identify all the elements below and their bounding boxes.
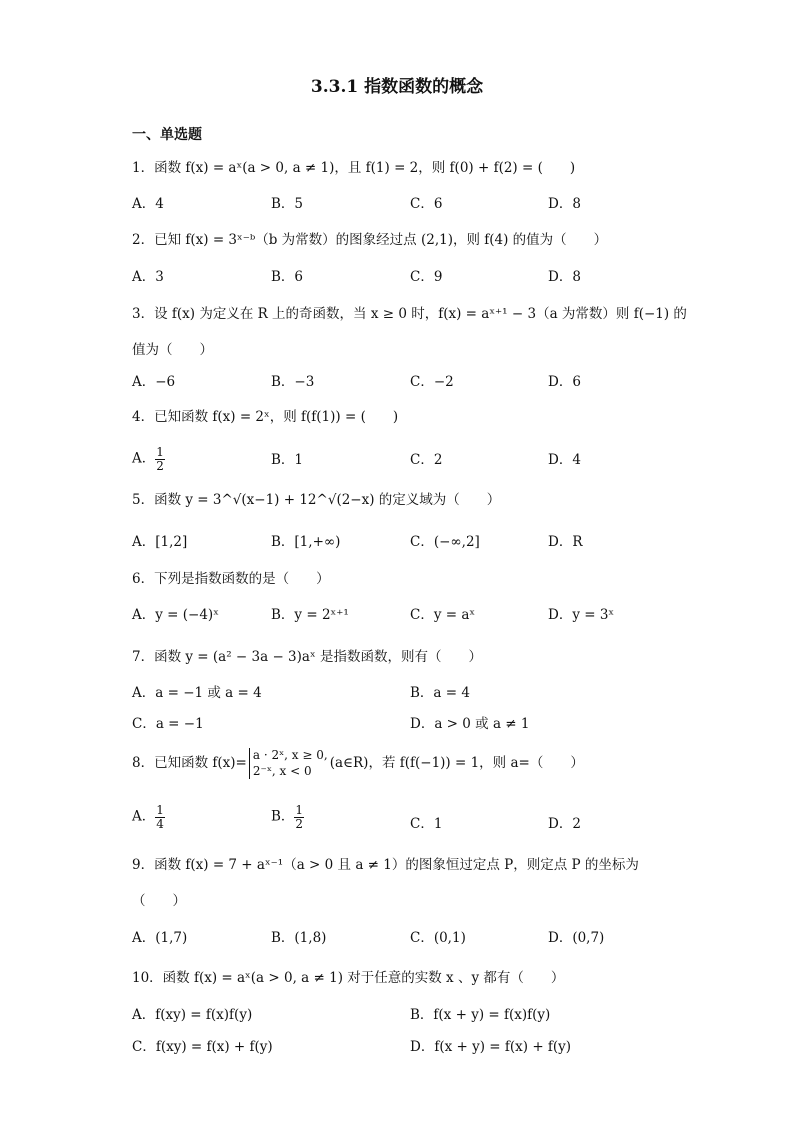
q7-option-b[interactable]: B．a = 4: [410, 685, 470, 701]
question-8-stem: 8．已知函数 f(x)= a · 2ˣ, x ≥ 0, 2⁻ˣ, x < 0 (a∈R)，若 f(f(−1)) = 1，则 a=（ ）: [132, 748, 584, 778]
question-9-stem: 9．函数 f(x) = 7 + aˣ⁻¹（a > 0 且 a ≠ 1）的图象恒过定点 P，则定点 P 的坐标为: [132, 857, 639, 873]
question-10-stem: 10．函数 f(x) = aˣ(a > 0, a ≠ 1) 对于任意的实数 x 、y 都有（ ）: [132, 970, 565, 986]
piecewise-brace: a · 2ˣ, x ≥ 0, 2⁻ˣ, x < 0: [249, 748, 328, 779]
q4-option-a-fraction: $\frac{1}{2}$: [156, 445, 164, 473]
q9-option-b[interactable]: B．(1,8): [271, 930, 327, 946]
q7-option-a[interactable]: A．a = −1 或 a = 4: [132, 685, 262, 701]
q1-option-d[interactable]: D．8: [548, 196, 581, 212]
page-title: 3.3.1 指数函数的概念: [310, 77, 484, 97]
section-heading: 一、单选题: [132, 127, 202, 143]
q1-option-c[interactable]: C．6: [410, 196, 443, 212]
question-8-options: [132, 800, 692, 836]
q8-option-b[interactable]: B． $\frac{1}{2}$: [271, 803, 304, 831]
q3-option-b[interactable]: B．−3: [271, 374, 315, 390]
q6-option-b[interactable]: B．y = 2ˣ⁺¹: [271, 607, 349, 623]
q8-option-a-fraction: $\frac{1}{4}$: [156, 803, 164, 831]
q5-option-a[interactable]: A．[1,2]: [132, 534, 188, 550]
question-4-options: [132, 440, 692, 472]
q10-option-c[interactable]: C．f(xy) = f(x) + f(y): [132, 1039, 273, 1055]
q2-option-b[interactable]: B．6: [271, 269, 304, 285]
q5-option-b[interactable]: B．[1,+∞): [271, 534, 341, 550]
q9-option-d[interactable]: D．(0,7): [548, 930, 605, 946]
q8-option-c[interactable]: C．1: [410, 816, 443, 832]
question-4-stem: 4．已知函数 f(x) = 2ˣ，则 f(f(1)) = ( ): [132, 409, 399, 425]
q1-option-a[interactable]: A．4: [132, 196, 164, 212]
q10-option-d[interactable]: D．f(x + y) = f(x) + f(y): [410, 1039, 572, 1055]
q4-option-b[interactable]: B．1: [271, 452, 304, 468]
q8-option-a[interactable]: A． $\frac{1}{4}$: [132, 803, 164, 831]
question-1-stem: 1．函数 f(x) = aˣ(a > 0, a ≠ 1)，且 f(1) = 2，则 f(0) + f(2) = ( ): [132, 160, 576, 176]
question-5-stem: 5．函数 y = 3^√(x−1) + 12^√(2−x) 的定义域为（ ）: [132, 492, 501, 508]
q6-option-d[interactable]: D．y = 3ˣ: [548, 607, 615, 623]
q5-option-c[interactable]: C．(−∞,2]: [410, 534, 480, 550]
q8-option-d[interactable]: D．2: [548, 816, 581, 832]
q5-option-d[interactable]: D．R: [548, 534, 583, 550]
question-6-stem: 6．下列是指数函数的是（ ）: [132, 571, 330, 587]
q4-option-d[interactable]: D．4: [548, 452, 581, 468]
q10-option-a[interactable]: A．f(xy) = f(x)f(y): [132, 1007, 253, 1023]
q2-option-c[interactable]: C．9: [410, 269, 443, 285]
q7-option-c[interactable]: C．a = −1: [132, 716, 204, 732]
q2-option-d[interactable]: D．8: [548, 269, 581, 285]
question-2-stem: 2．已知 f(x) = 3ˣ⁻ᵇ（b 为常数）的图象经过点 (2,1)，则 f(4) 的值为（ ）: [132, 232, 608, 248]
question-9-stem-continued: （ ）: [132, 893, 186, 909]
q2-option-a[interactable]: A．3: [132, 269, 164, 285]
q9-option-c[interactable]: C．(0,1): [410, 930, 466, 946]
q6-option-a[interactable]: A．y = (−4)ˣ: [132, 607, 219, 623]
q6-option-c[interactable]: C．y = aˣ: [410, 607, 476, 623]
q9-option-a[interactable]: A．(1,7): [132, 930, 188, 946]
question-3-stem-continued: 值为（ ）: [132, 342, 213, 358]
q8-option-b-fraction: $\frac{1}{2}$: [295, 803, 304, 831]
q7-option-d[interactable]: D．a > 0 或 a ≠ 1: [410, 716, 530, 732]
question-7-stem: 7．函数 y = (a² − 3a − 3)aˣ 是指数函数，则有（ ）: [132, 649, 482, 665]
q3-option-c[interactable]: C．−2: [410, 374, 454, 390]
q3-option-a[interactable]: A．−6: [132, 374, 176, 390]
q1-option-b[interactable]: B．5: [271, 196, 304, 212]
question-3-stem: 3．设 f(x) 为定义在 R 上的奇函数，当 x ≥ 0 时，f(x) = aˣ⁺¹ − 3（a 为常数）则 f(−1) 的: [132, 306, 687, 322]
q4-option-c[interactable]: C．2: [410, 452, 443, 468]
q10-option-b[interactable]: B．f(x + y) = f(x)f(y): [410, 1007, 551, 1023]
q4-option-a[interactable]: A． $\frac{1}{2}$: [132, 445, 164, 473]
q3-option-d[interactable]: D．6: [548, 374, 581, 390]
